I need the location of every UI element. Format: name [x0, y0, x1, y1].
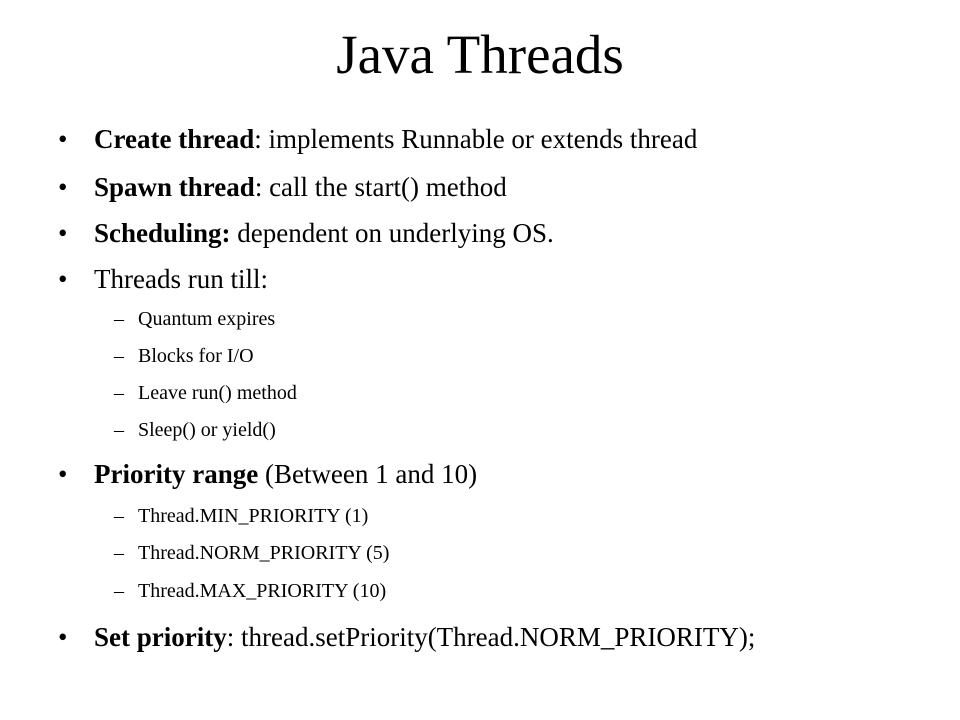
bullet-bold-text: Priority range — [94, 459, 259, 489]
bullet-dot: • — [58, 124, 68, 154]
bullet-text: dependent on underlying OS. — [230, 218, 554, 248]
bullet-bold-text: Create thread — [94, 124, 255, 154]
sub-bullet-dash: – — [114, 345, 124, 367]
sub-bullet-dash: – — [114, 505, 124, 527]
bullet-text: : thread.setPriority(Thread.NORM_PRIORITY); — [226, 622, 756, 652]
sub-bullet-dash: – — [114, 382, 124, 404]
bullet-text: : call the start() method — [254, 172, 507, 202]
slide-title: Java Threads — [336, 24, 624, 85]
bullet-dot: • — [58, 218, 68, 248]
bullet-text: : implements Runnable or extends thread — [254, 124, 698, 154]
sub-item-text: Sleep() or yield() — [138, 419, 276, 441]
bullet-dot: • — [58, 264, 68, 294]
sub-item-text: Quantum expires — [138, 308, 276, 330]
bullet-text: (Between 1 and 10) — [258, 459, 478, 489]
bullet-dot: • — [58, 459, 68, 489]
bullet-bold-text: Scheduling: — [94, 218, 231, 248]
sub-bullet-dash: – — [114, 419, 124, 441]
bullet-text: Threads run till: — [94, 264, 268, 294]
sub-bullet-dash: – — [114, 308, 124, 330]
bullet-dot: • — [58, 622, 68, 652]
bullet-bold-text: Spawn thread — [94, 172, 255, 202]
bullet-dot: • — [58, 172, 68, 202]
sub-bullet-dash: – — [114, 542, 124, 564]
sub-item-text: Thread.MIN_PRIORITY (1) — [138, 505, 369, 527]
sub-item-text: Leave run() method — [138, 382, 297, 404]
sub-item-text: Thread.MAX_PRIORITY (10) — [138, 580, 387, 602]
sub-item-text: Thread.NORM_PRIORITY (5) — [138, 542, 390, 564]
sub-item-text: Blocks for I/O — [138, 345, 254, 367]
bullet-bold-text: Set priority — [94, 622, 227, 652]
sub-bullet-dash: – — [114, 580, 124, 602]
